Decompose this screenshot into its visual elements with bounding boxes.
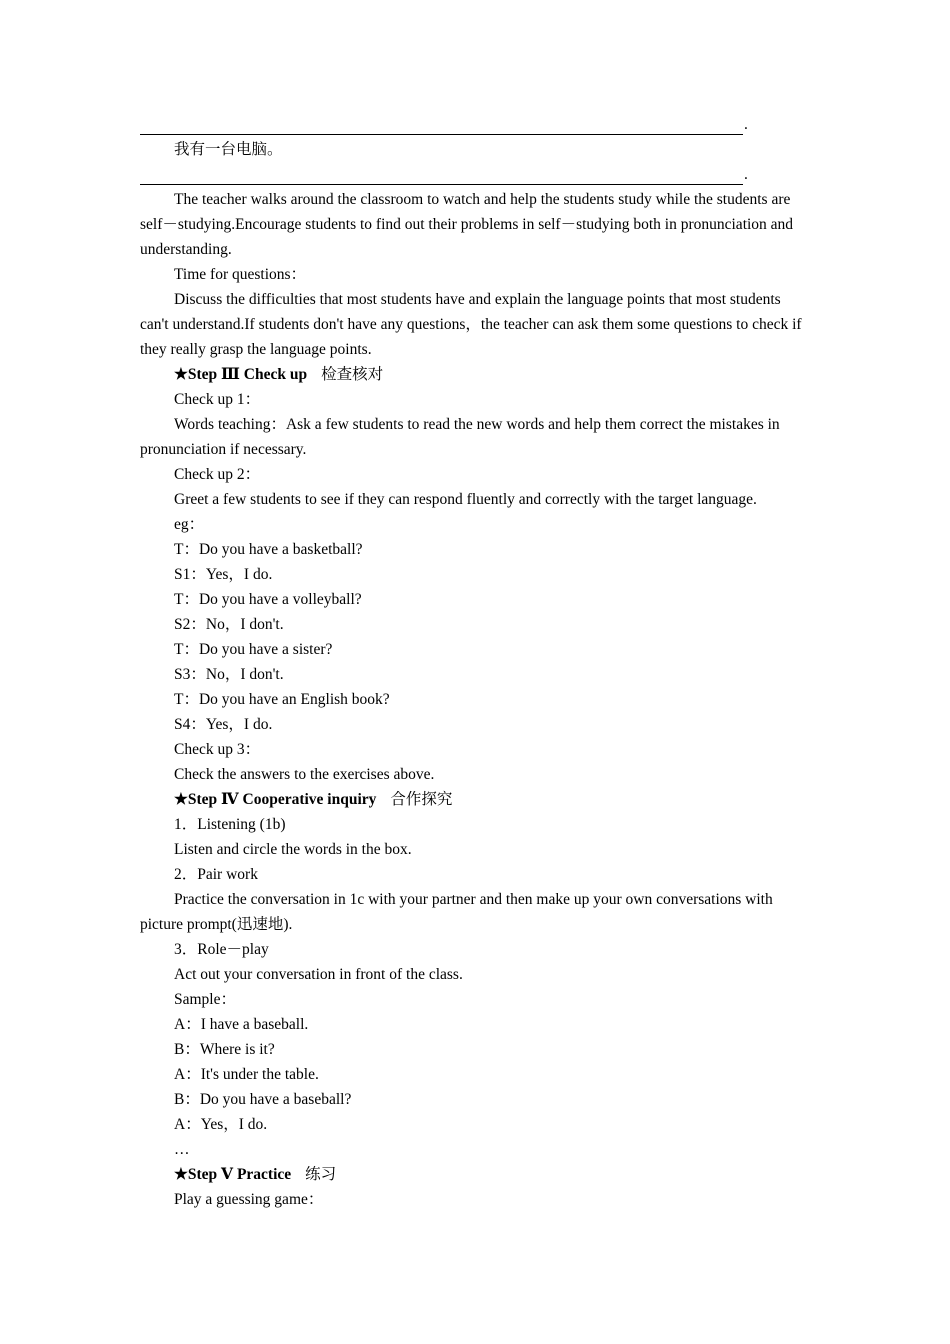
blank-line xyxy=(140,134,743,135)
blank-period: . xyxy=(744,166,748,183)
step-3-heading xyxy=(140,362,810,387)
check-up-3-text: Check the answers to the exercises above. xyxy=(174,766,435,783)
document-page xyxy=(140,112,810,1212)
item-2-text: Practice the conversation in 1c with your partner and then make up your own conversations with picture prompt(迅速地). xyxy=(140,891,773,933)
dialogue-line: S1：Yes，I do. xyxy=(174,566,273,583)
step-3-title: ★Step Ⅲ Check up xyxy=(174,366,308,383)
dialogue-line: T：Do you have a basketball? xyxy=(174,541,363,558)
guessing-game: Play a guessing game： xyxy=(174,1191,324,1208)
item-1-title: 1．Listening (1b) xyxy=(174,816,286,833)
step-5-heading xyxy=(140,1162,810,1187)
time-for-questions: Time for questions： xyxy=(174,266,307,283)
dialogue-line: S3：No，I don't. xyxy=(174,666,284,683)
ellipsis: … xyxy=(174,1141,190,1158)
dialogue-line: B：Do you have a baseball? xyxy=(174,1091,352,1108)
answer-blank-2 xyxy=(140,162,810,187)
dialogue-line: T：Do you have a volleyball? xyxy=(174,591,362,608)
step-5-cn: 练习 xyxy=(305,1166,337,1183)
dialogue-line: T：Do you have an English book? xyxy=(174,691,390,708)
check-up-2-label: Check up 2： xyxy=(174,466,261,483)
item-3-text: Act out your conversation in front of the class. xyxy=(174,966,463,983)
step-4-heading xyxy=(140,787,810,812)
item-1-text: Listen and circle the words in the box. xyxy=(174,841,412,858)
item-2-title: 2．Pair work xyxy=(174,866,258,883)
check-up-1-label: Check up 1： xyxy=(174,391,261,408)
answer-blank-1 xyxy=(140,112,810,137)
discuss-paragraph: Discuss the difficulties that most students have and explain the language points that most students can't understand.If students don't have any questions，the teacher can ask them some questions to check if they really grasp the language points. xyxy=(140,291,802,358)
step-4-cn: 合作探究 xyxy=(390,791,453,808)
dialogue-line: A：Yes，I do. xyxy=(174,1116,268,1133)
chinese-prompt: 我有一台电脑。 xyxy=(174,141,283,158)
dialogue-line: A：It's under the table. xyxy=(174,1066,319,1083)
dialogue-line: T：Do you have a sister? xyxy=(174,641,333,658)
check-up-2-text: Greet a few students to see if they can respond fluently and correctly with the target language. xyxy=(174,491,757,508)
check-up-1-text: Words teaching：Ask a few students to read the new words and help them correct the mistakes in pronunciation if necessary. xyxy=(140,416,780,458)
step-3-cn: 检查核对 xyxy=(321,366,384,383)
dialogue-line: B：Where is it? xyxy=(174,1041,275,1058)
dialogue-line: A：I have a baseball. xyxy=(174,1016,309,1033)
eg-label: eg： xyxy=(174,516,205,533)
self-study-paragraph: The teacher walks around the classroom to watch and help the students study while the students are self－studying.Encourage students to find out their problems in self－studying both in pronunciation and understanding. xyxy=(140,191,794,258)
check-up-3-label: Check up 3： xyxy=(174,741,261,758)
step-4-title: ★Step Ⅳ Cooperative inquiry xyxy=(174,791,377,808)
blank-line xyxy=(140,184,743,185)
sample-label: Sample： xyxy=(174,991,236,1008)
item-3-title: 3．Role－play xyxy=(174,941,269,958)
dialogue-line: S4：Yes，I do. xyxy=(174,716,273,733)
step-5-title: ★Step Ⅴ Practice xyxy=(174,1166,292,1183)
dialogue-line: S2：No，I don't. xyxy=(174,616,284,633)
blank-period: . xyxy=(744,116,748,133)
